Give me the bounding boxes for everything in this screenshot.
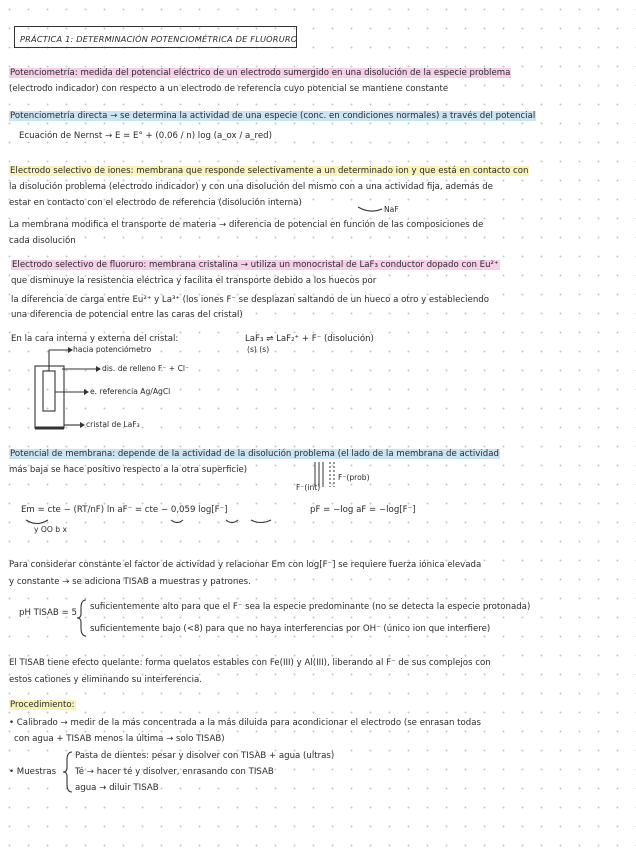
- muestras-label: • Muestras: [9, 767, 57, 777]
- muestra-agua: agua → diluir TISAB: [75, 783, 159, 793]
- potencial-membrana-line-2: más baja se hace positivo respecto a la otra superficie): [9, 465, 248, 475]
- diagram-label-cristal: cristal de LaF₃: [86, 420, 140, 429]
- ph-bracket: [77, 600, 86, 636]
- diagram-label-relleno: dis. de relleno F⁻ + Cl⁻: [102, 364, 189, 373]
- muestra-pasta: Pasta de dientes: pesar y disolver con TISAB + agua (ultras): [75, 751, 335, 761]
- electrode-body: [35, 366, 64, 428]
- potenciometria-line-1: Potenciometría: medida del potencial eléctrico de un electrodo sumergido en una disolución de la especie problema: [10, 68, 511, 78]
- pf-equation: pF = −log aF = −log[F⁻]: [310, 505, 416, 515]
- potenciometria-directa-line: Potenciometría directa → se determina la actividad de una especie (conc. en condiciones normales) a través del potencial: [10, 111, 536, 121]
- cara-cristal-line: En la cara interna y externa del cristal:: [11, 334, 179, 344]
- brace-x: [251, 520, 271, 523]
- tisab-line-2: y constante → se adiciona TISAB a muestras y patrones.: [9, 577, 251, 587]
- muestra-te: Té → hacer té y disolver, enrasando con TISAB: [75, 767, 274, 777]
- potencial-membrana-line-1: Potencial de membrana: depende de la actividad de la disolución problema (el lado de la membrana de actividad: [10, 449, 499, 459]
- calibrado-line-2: con agua + TISAB menos la última → solo TISAB): [14, 734, 225, 744]
- ph-alto: suficientemente alto para que el F⁻ sea la especie predominante (no se detecta la especie protonada): [90, 602, 531, 612]
- diagram-label-potenciometro: hacia potenciómetro: [73, 345, 152, 354]
- electrode-drawing: [35, 350, 96, 428]
- calibrado-line-1: • Calibrado → medir de la más concentrada a la más diluida para acondicionar el electrodo (se enrasan todas: [9, 718, 481, 728]
- quelante-line-1: El TISAB tiene efecto quelante: forma quelatos estables con Fe(III) y Al(III), liberando al F⁻ de sus complejos con: [9, 658, 491, 668]
- electrodo-fluoruro-line-2: que disminuye la resistencia eléctrica y facilita el transporte debido a los huecos por: [11, 276, 377, 286]
- potenciometria-line-2: (electrodo indicador) con respecto a un electrodo de referencia cuyo potencial se mantiene constante: [9, 84, 449, 94]
- electrodo-iones-line-2: la disolución problema (electrodo indicador) y con una disolución del mismo con a una actividad fija, además de: [9, 182, 493, 192]
- ph-bajo: suficientemente bajo (<8) para que no haya interferencias por OH⁻ (único ion que interfiere): [90, 624, 491, 634]
- electrodo-iones-line-1: Electrodo selectivo de iones: membrana que responde selectivamente a un determinado ion y que está en contacto con: [10, 166, 529, 176]
- electrodo-iones-line-3: estar en contacto con el electrodo de referencia (disolución interna): [9, 198, 302, 208]
- nernst-equation: Ecuación de Nernst → E = E° + (0.06 / n) log (a_ox / a_red): [19, 131, 272, 141]
- membrane-fprob: F⁻(prob): [338, 473, 370, 482]
- procedimiento-heading: Procedimiento:: [10, 700, 75, 710]
- internal-electrode: [43, 371, 55, 411]
- membrane-fint: F⁻(int): [296, 483, 321, 492]
- brace-oo: [171, 520, 183, 523]
- equation-variables: y OO b x: [34, 525, 68, 534]
- tisab-line-1: Para considerar constante el factor de actividad y relacionar Em con log[F⁻] se requiere fuerza iónica elevada: [9, 560, 482, 570]
- electrodo-iones-line-4: La membrana modifica el transporte de materia → diferencia de potencial en función de las composiciones de: [9, 220, 484, 230]
- brace-b: [226, 520, 238, 523]
- muestras-bracket: [63, 752, 72, 792]
- quelante-line-2: estos cationes y eliminando su interferencia.: [9, 675, 202, 685]
- electrodo-fluoruro-line-4: una diferencia de potencial entre las caras del cristal): [11, 310, 243, 320]
- electrodo-iones-line-5: cada disolución: [9, 236, 76, 246]
- em-equation: Em = cte − (RT/nF) ln aF⁻ = cte − 0,059 log[F⁻]: [21, 505, 228, 515]
- brace-y: [26, 520, 48, 524]
- naf-label: NaF: [384, 205, 399, 214]
- page-title: PRÁCTICA 1: DETERMINACIÓN POTENCIOMÉTRICA DE FLUORURO: [20, 34, 298, 44]
- naf-arrow-line: [358, 207, 382, 211]
- equilibrio-laf3: LaF₃ ⇌ LaF₂⁺ + F⁻ (disolución): [245, 334, 374, 344]
- diagram-label-referencia: e. referencia Ag/AgCl: [90, 387, 171, 396]
- electrodo-fluoruro-line-3: la diferencia de carga entre Eu²⁺ y La³⁺ (los iones F⁻ se desplazan saltando de un hueco a otro y estableciendo: [11, 295, 489, 305]
- ph-tisab: pH TISAB = 5: [19, 608, 77, 618]
- electrodo-fluoruro-line-1: Electrodo selectivo de fluoruro: membrana cristalina → utiliza un monocristal de LaF₃ conductor dopado con Eu²⁺: [12, 260, 499, 270]
- equilibrio-estados: (s) (s): [247, 345, 270, 354]
